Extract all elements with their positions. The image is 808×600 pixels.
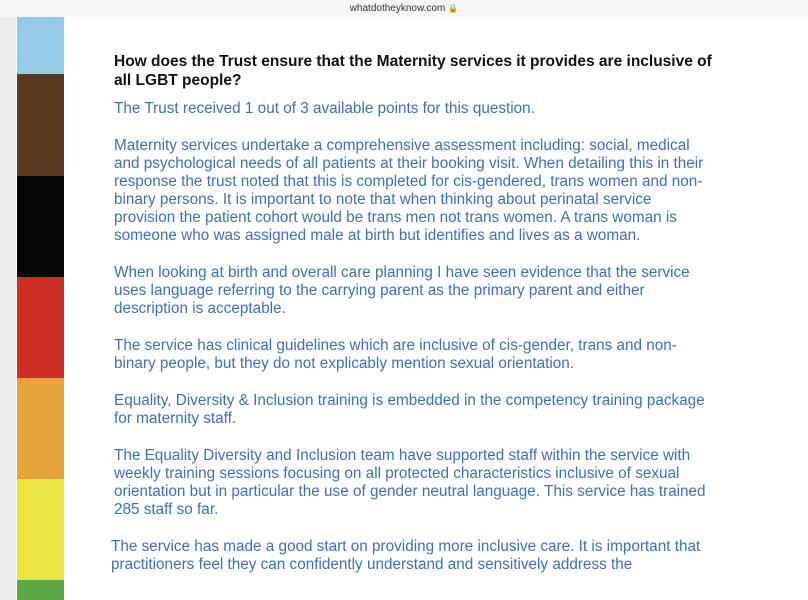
address-bar[interactable] bbox=[0, 0, 808, 17]
paragraph: Equality, Diversity & Inclusion training is embedded in the competency training package for maternity staff. bbox=[114, 392, 705, 427]
paragraph: When looking at birth and overall care planning I have seen evidence that the service uses language referring to the carrying parent as the primary parent and either description is acceptable. bbox=[114, 264, 690, 317]
stripe-green bbox=[17, 580, 64, 600]
stripe-brown bbox=[17, 74, 64, 176]
rainbow-stripe-bar bbox=[17, 17, 64, 600]
paragraph: The service has made a good start on providing more inclusive care. It is important that practitioners feel they can confidently understand and sensitively address the bbox=[111, 538, 701, 573]
stripe-red bbox=[17, 277, 64, 378]
stripe-black bbox=[17, 176, 64, 277]
paragraph: Maternity services undertake a comprehensive assessment including: social, medical and psychological needs of all patients at their booking visit. When detailing this in their response the trust noted that this is completed for cis-gendered, trans women and non-binary persons. It is important to note that when thinking about perinatal service provision the patient cohort would be trans men not trans women. A trans woman is someone who was assigned male at birth but identifies and lives as a woman. bbox=[114, 137, 704, 244]
paragraph: The Trust received 1 out of 3 available points for this question. bbox=[114, 100, 535, 117]
question-heading: How does the Trust ensure that the Maternity services it provides are inclusive of all LGBT people? bbox=[114, 53, 712, 89]
stripe-orange bbox=[17, 378, 64, 479]
stripe-light-blue bbox=[17, 17, 64, 74]
document-body bbox=[111, 52, 714, 593]
url-text: whatdotheyknow.com bbox=[349, 3, 446, 14]
page-margin bbox=[0, 17, 16, 600]
paragraph: The service has clinical guidelines which are inclusive of cis-gender, trans and non-binary people, but they do not explicably mention sexual orientation. bbox=[114, 337, 677, 372]
lock-icon: 🔒 bbox=[448, 4, 459, 13]
stripe-yellow bbox=[17, 479, 64, 580]
paragraph: The Equality Diversity and Inclusion team have supported staff within the service with weekly training sessions focusing on all protected characteristics inclusive of sexual orientation but in particular the use of gender neutral language. This service has trained 285 staff so far. bbox=[114, 447, 706, 518]
